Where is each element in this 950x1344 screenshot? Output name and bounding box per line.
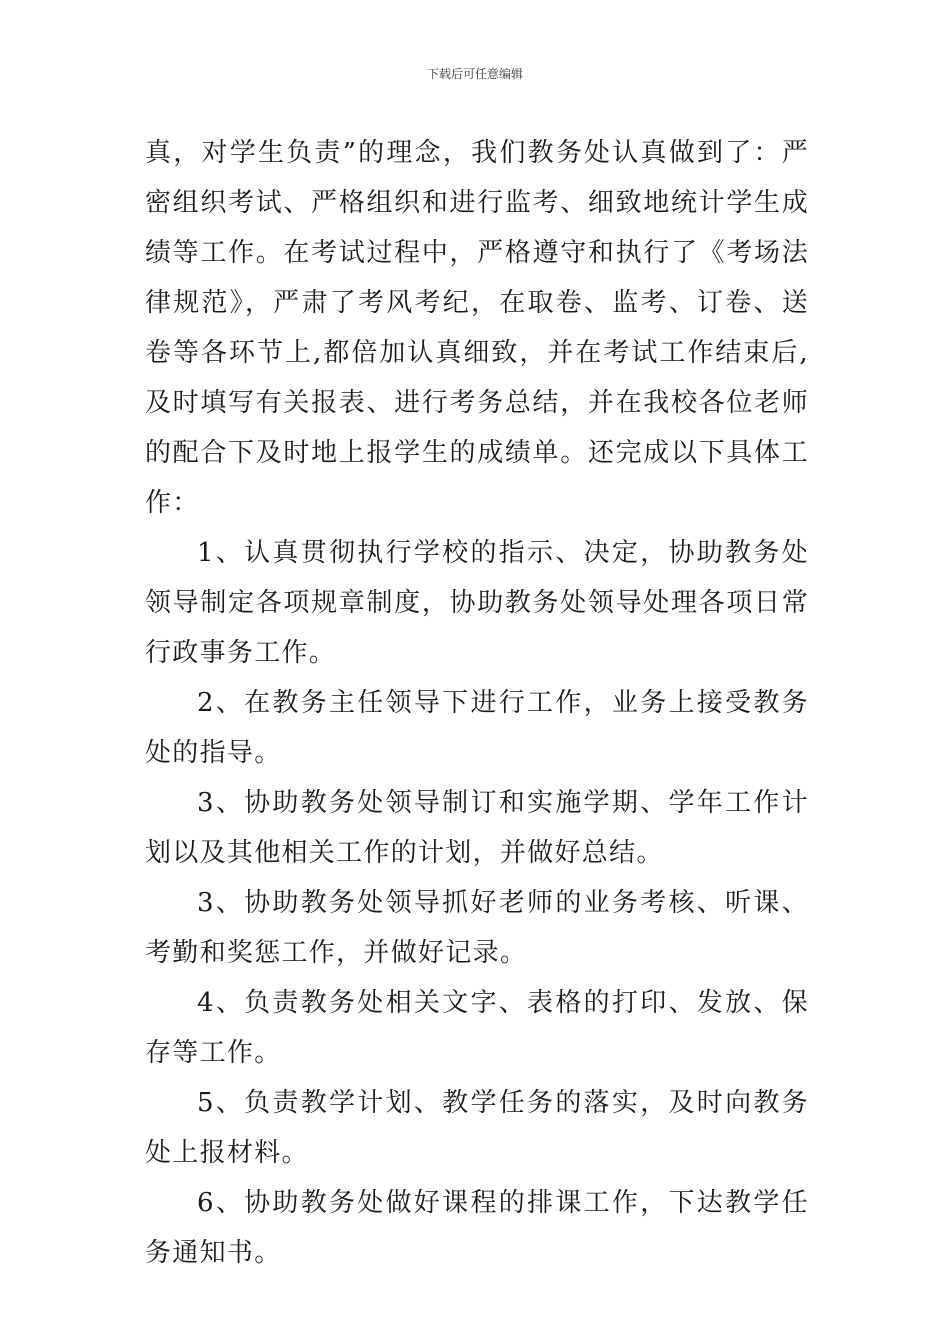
- paragraph-item-3b: 3、协助教务处领导抓好老师的业务考核、听课、考勤和奖惩工作，并做好记录。: [145, 888, 809, 968]
- paragraph-intro: 真，对学生负责”的理念，我们教务处认真做到了：严密组织考试、严格组织和进行监考、细致地统计学生成绩等工作。在考试过程中，严格遵守和执行了《考场法律规范》，严肃了考风考纪，在取卷、监考、订卷、送卷等各环节上,都倍加认真细致，并在考试工作结束后,及时填写有关报表、进行考务总结，并在我校各位老师的配合下及时地上报学生的成绩单。还完成以下具体工作：: [145, 138, 809, 518]
- paragraph-item-3a: 3、协助教务处领导制订和实施学期、学年工作计划以及其他相关工作的计划，并做好总结。: [145, 788, 809, 868]
- paragraph-item-2: 2、在教务主任领导下进行工作，业务上接受教务处的指导。: [145, 688, 809, 768]
- paragraph-item-5: 5、负责教学计划、教学任务的落实，及时向教务处上报材料。: [145, 1088, 809, 1168]
- document-body: [145, 128, 809, 1278]
- paragraph-item-4: 4、负责教务处相关文字、表格的打印、发放、保存等工作。: [145, 988, 809, 1068]
- paragraph-item-1: 1、认真贯彻执行学校的指示、决定，协助教务处领导制定各项规章制度，协助教务处领导处理各项日常行政事务工作。: [145, 538, 809, 668]
- paragraph-item-6: 6、协助教务处做好课程的排课工作，下达教学任务通知书。: [145, 1188, 809, 1268]
- page-header-note: 下载后可任意编辑: [426, 67, 523, 81]
